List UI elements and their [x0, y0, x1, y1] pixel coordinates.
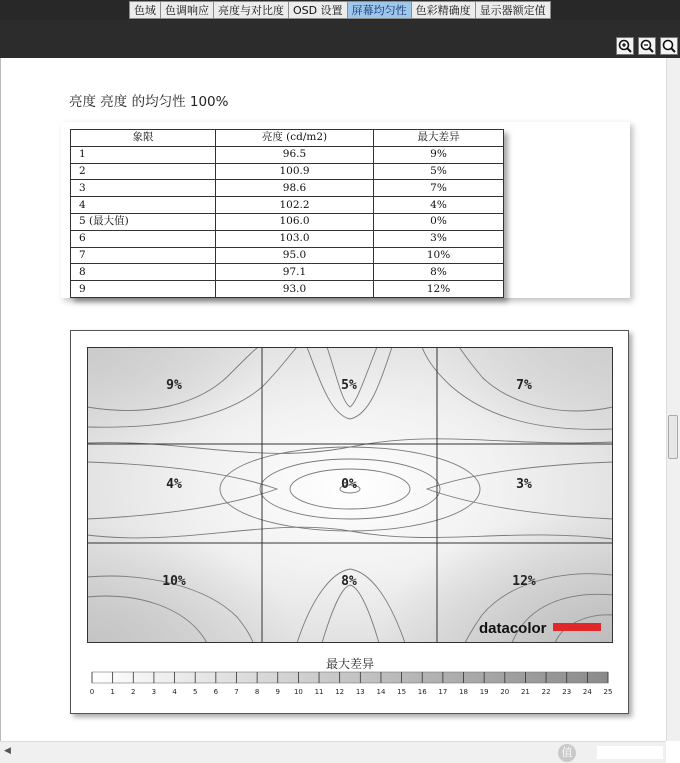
cell-quadrant: 9: [71, 281, 216, 298]
table-row: [71, 180, 504, 197]
uniformity-heatmap: [87, 347, 613, 643]
cell-quadrant: 8: [71, 264, 216, 281]
cell-quadrant: 2: [71, 163, 216, 180]
tab-gamut[interactable]: 色域: [129, 1, 161, 19]
cell-brightness: 106.0: [216, 213, 374, 230]
difference-scale: [87, 670, 613, 700]
cell-quadrant: 6: [71, 230, 216, 247]
uniformity-table: [70, 129, 504, 298]
scale-tick-label: 7: [234, 688, 239, 696]
tab-brightness-contrast[interactable]: 亮度与对比度: [214, 1, 289, 19]
zoom-in-icon: [617, 38, 633, 54]
tab-color-accuracy[interactable]: 色彩精确度: [412, 1, 476, 19]
scale-tick-label: 23: [562, 688, 572, 696]
scale-tick-label: 13: [355, 688, 365, 696]
cell-brightness: 103.0: [216, 230, 374, 247]
quadrant-9-label: 12%: [512, 574, 536, 589]
scale-tick-label: 0: [89, 688, 95, 696]
quadrant-4-label: 4%: [166, 477, 182, 492]
svg-text:datacolor: datacolor: [479, 620, 547, 637]
cell-quadrant: 5 (最大值): [71, 213, 216, 230]
cell-brightness: 93.0: [216, 281, 374, 298]
column-header-quadrant: 象限: [71, 130, 216, 147]
zoom-in-button[interactable]: [616, 37, 634, 55]
column-header-max-diff: 最大差异: [374, 130, 504, 147]
scale-tick-label: 12: [335, 688, 345, 696]
scale-tick-label: 16: [417, 688, 427, 696]
scale-tick-label: 10: [293, 688, 303, 696]
quadrant-8-label: 8%: [341, 574, 357, 589]
watermark-logo-icon: 值: [558, 744, 576, 762]
cell-max-diff: 12%: [374, 281, 504, 298]
cell-quadrant: 1: [71, 146, 216, 163]
scale-tick-label: 4: [172, 688, 177, 696]
cell-max-diff: 10%: [374, 247, 504, 264]
scale-tick-label: 5: [192, 688, 198, 696]
tab-osd-settings[interactable]: OSD 设置: [289, 1, 348, 19]
scale-tick-label: 14: [376, 688, 386, 696]
scale-tick-label: 17: [438, 688, 448, 696]
cell-max-diff: 5%: [374, 163, 504, 180]
report-page: [0, 58, 666, 741]
scale-tick-label: 2: [131, 688, 136, 696]
quadrant-5-label: 0%: [341, 477, 357, 492]
quadrant-6-label: 3%: [516, 477, 532, 492]
zoom-toolbar: [0, 20, 680, 58]
scale-tick-label: 25: [603, 688, 613, 696]
scale-tick-label: 6: [213, 688, 219, 696]
tab-list: [129, 1, 551, 19]
scale-tick-label: 19: [479, 688, 489, 696]
quadrant-7-label: 10%: [162, 574, 186, 589]
watermark-mask: [597, 746, 663, 759]
scale-tick-label: 15: [397, 688, 407, 696]
vertical-scrollbar-thumb[interactable]: [668, 415, 678, 459]
cell-brightness: 97.1: [216, 264, 374, 281]
zoom-out-button[interactable]: [638, 37, 656, 55]
tab-monitor-rating[interactable]: 显示器额定值: [476, 1, 551, 19]
cell-max-diff: 7%: [374, 180, 504, 197]
scale-tick-label: 24: [582, 688, 592, 696]
cell-brightness: 95.0: [216, 247, 374, 264]
watermark: [555, 742, 680, 763]
cell-max-diff: 9%: [374, 146, 504, 163]
table-row: [71, 247, 504, 264]
scale-tick-label: 9: [275, 688, 280, 696]
table-row: [71, 230, 504, 247]
zoom-fit-icon: [661, 38, 677, 54]
quadrant-3-label: 7%: [516, 378, 532, 393]
cell-max-diff: 4%: [374, 197, 504, 214]
page-title: 亮度 亮度 的均匀性 100%: [69, 94, 229, 110]
table-row: [71, 281, 504, 298]
scale-title: 最大差异: [325, 657, 374, 671]
cell-max-diff: 8%: [374, 264, 504, 281]
scale-labels: [90, 688, 613, 696]
scale-tick-label: 22: [541, 688, 551, 696]
cell-brightness: 96.5: [216, 146, 374, 163]
zoom-out-icon: [639, 38, 655, 54]
table-row: [71, 146, 504, 163]
cell-brightness: 98.6: [216, 180, 374, 197]
cell-quadrant: 3: [71, 180, 216, 197]
table-row: [71, 213, 504, 230]
scale-tick-label: 20: [500, 688, 510, 696]
scale-tick-label: 1: [110, 688, 115, 696]
cell-max-diff: 3%: [374, 230, 504, 247]
quadrant-2-label: 5%: [341, 378, 357, 393]
scroll-left-arrow-icon[interactable]: ◀: [4, 746, 11, 756]
cell-max-diff: 0%: [374, 213, 504, 230]
scale-tick-label: 8: [254, 688, 260, 696]
column-header-brightness: 亮度 (cd/m2): [216, 130, 374, 147]
tab-screen-uniformity[interactable]: 屏幕均匀性: [348, 1, 412, 19]
quadrant-1-label: 9%: [166, 378, 182, 393]
table-header-row: [71, 130, 504, 147]
zoom-fit-button[interactable]: [660, 37, 678, 55]
cell-quadrant: 7: [71, 247, 216, 264]
cell-quadrant: 4: [71, 197, 216, 214]
table-row: [71, 264, 504, 281]
scale-tick-label: 18: [459, 688, 468, 696]
tab-tone-response[interactable]: 色调响应: [161, 1, 214, 19]
table-row: [71, 197, 504, 214]
cell-brightness: 100.9: [216, 163, 374, 180]
document-viewport: [0, 58, 680, 763]
scale-tick-label: 3: [151, 688, 157, 696]
cell-brightness: 102.2: [216, 197, 374, 214]
scale-tick-label: 21: [520, 688, 530, 696]
tab-bar: [0, 0, 680, 20]
vertical-scrollbar[interactable]: [666, 58, 680, 741]
table-row: [71, 163, 504, 180]
scale-tick-label: 11: [314, 688, 324, 696]
uniformity-table-wrapper: [70, 129, 504, 298]
